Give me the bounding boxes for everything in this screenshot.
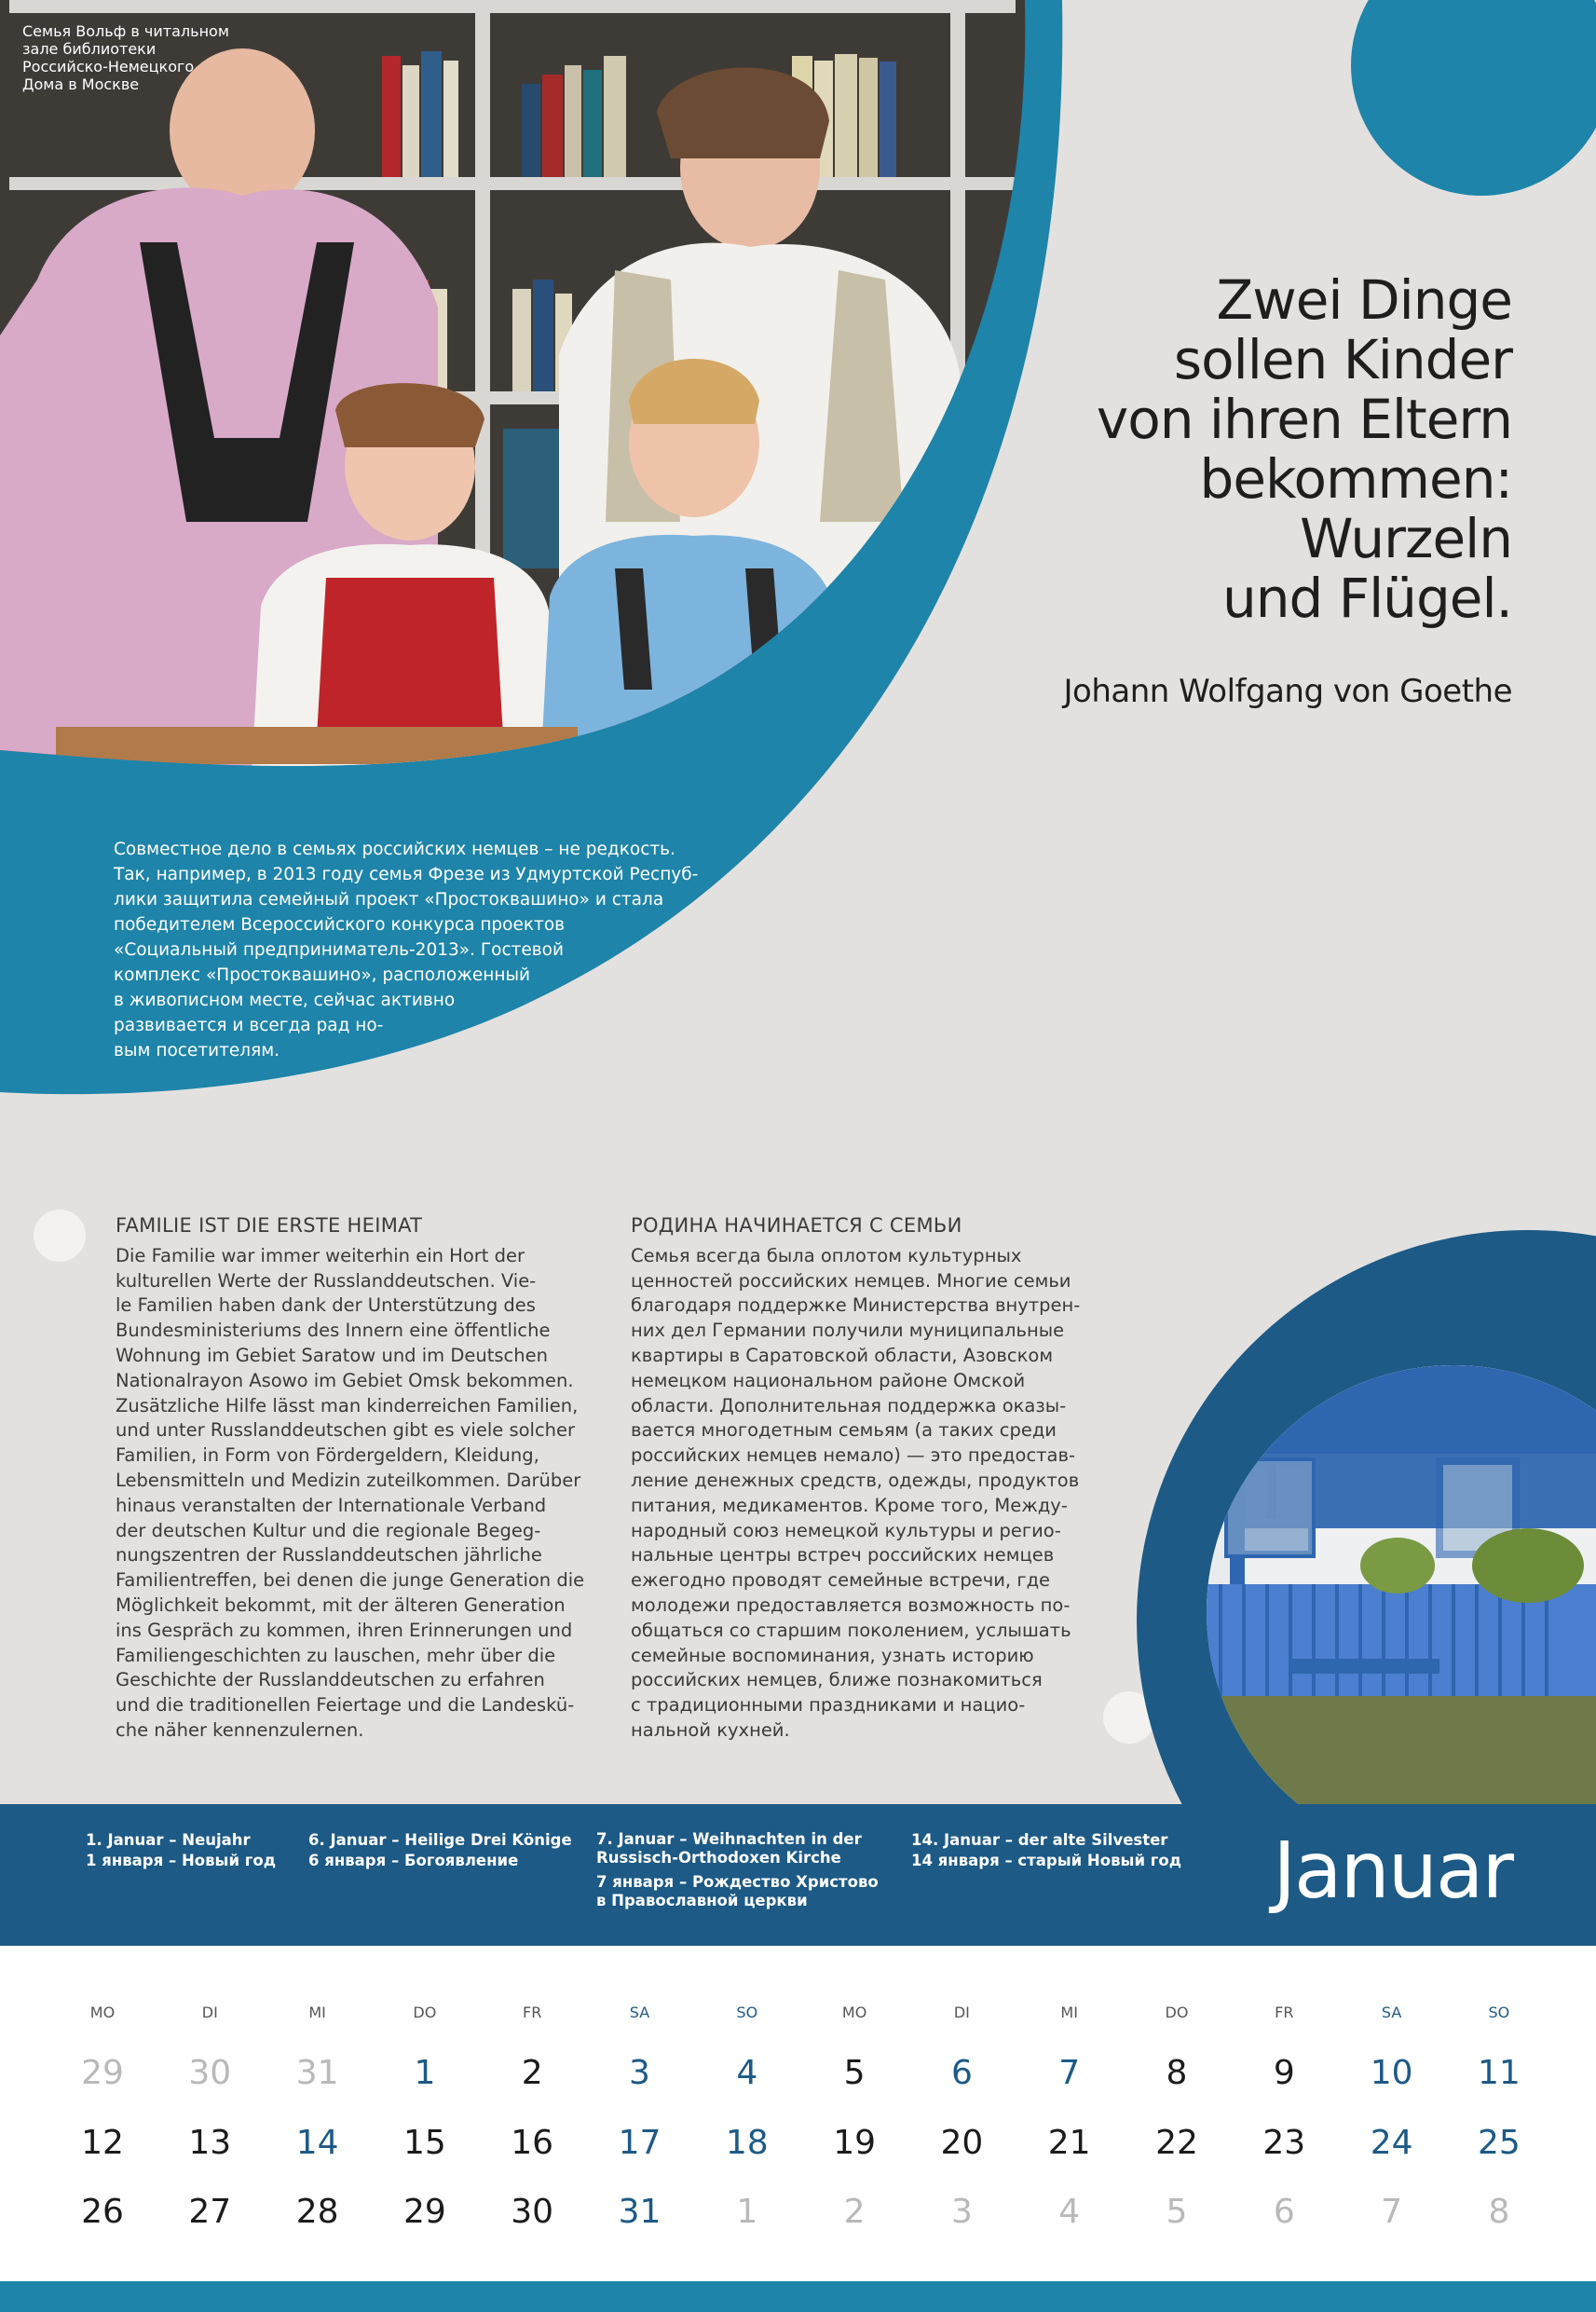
holiday-de: 1. Januar – Neujahr: [86, 1831, 251, 1849]
weekday-header: SO: [1488, 2004, 1510, 2021]
calendar-day: 24: [1370, 2124, 1413, 2162]
weekday-header: MO: [89, 2004, 116, 2021]
article-line: Wohnung im Gebiet Saratow und im Deutschen: [116, 1344, 548, 1366]
teaser-line: победителем Всероссийского конкурса проектов: [114, 915, 566, 935]
calendar-day: 3: [950, 2193, 973, 2231]
calendar-day: 1: [736, 2193, 758, 2231]
calendar-day: 12: [81, 2124, 124, 2162]
article-line: Die Familie war immer weiterhin ein Hort der: [116, 1244, 525, 1266]
article-line: квартиры в Саратовской области, Азовском: [631, 1344, 1054, 1366]
weekday-header: SO: [736, 2004, 758, 2021]
weekday-header: FR: [523, 2004, 542, 2021]
calendar-day: 4: [736, 2054, 758, 2092]
calendar-day: 2: [521, 2054, 543, 2092]
article-line: благодаря поддержке Министерства внутрен-: [631, 1294, 1081, 1317]
weekday-header: FR: [1275, 2004, 1294, 2021]
article-line: семейные воспоминания, узнать историю: [631, 1644, 1034, 1666]
calendar-grid: [0, 1946, 1596, 2281]
quote-line: von ihren Eltern: [1096, 388, 1512, 451]
weekday-header: DI: [201, 2004, 218, 2021]
article-line: Zusätzliche Hilfe lässt man kinderreichen Familien,: [116, 1394, 579, 1416]
teaser-line: в живописном месте, сейчас активно: [114, 991, 456, 1010]
teaser-line: комплекс «Простоквашино», расположенный: [114, 965, 531, 985]
article-heading: FAMILIE IST DIE ERSTE HEIMAT: [116, 1214, 423, 1237]
calendar-day: 17: [618, 2124, 662, 2162]
holiday-ru: 6 января – Богоявление: [308, 1852, 519, 1869]
article-line: hinaus veranstalten der Internationale Verband: [116, 1494, 547, 1516]
article-line: Familiengeschichten zu lauschen, mehr über die: [116, 1644, 556, 1666]
quote-line: und Flügel.: [1221, 567, 1512, 630]
holiday-item: [86, 1830, 276, 1871]
calendar-day: 9: [1273, 2054, 1295, 2092]
weekday-header: DI: [953, 2004, 970, 2021]
quote-line: Wurzeln: [1300, 507, 1512, 570]
calendar-day: 7: [1381, 2193, 1403, 2231]
quote-author: Johann Wolfgang von Goethe: [1063, 673, 1512, 710]
small-circle-decoration: [34, 1210, 86, 1262]
article-line: nungszentren der Russlanddeutschen jährliche: [116, 1544, 542, 1566]
teaser-line: развивается и всегда рад но-: [114, 1016, 384, 1035]
photo-caption-line: зале библиотеки: [22, 40, 157, 58]
weekday-header: SA: [629, 2004, 650, 2021]
article-line: ins Gespräch zu kommen, ihren Erinnerungen und: [116, 1619, 573, 1641]
calendar-day: 10: [1370, 2054, 1413, 2092]
calendar-day: 29: [81, 2054, 124, 2092]
holiday-de: 7. Januar – Weihnachten in der: [596, 1830, 862, 1848]
calendar-day: 11: [1477, 2054, 1521, 2092]
calendar-day: 4: [1058, 2193, 1081, 2231]
article-line: народный союз немецкой культуры и регио-: [631, 1519, 1061, 1541]
holiday-de: Russisch-Orthodoxen Kirche: [596, 1849, 841, 1867]
calendar-day: 21: [1047, 2124, 1091, 2162]
weekday-header: DO: [1165, 2004, 1189, 2021]
weekday-header: DO: [413, 2004, 437, 2021]
calendar-day: 30: [511, 2193, 554, 2231]
holiday-item: [911, 1830, 1181, 1871]
weekday-header: MI: [1060, 2004, 1078, 2021]
article-line: нальной кухней.: [631, 1718, 790, 1741]
teaser-line: лики защитила семейный проект «Простоквашино» и стала: [114, 890, 664, 910]
article-line: der deutschen Kultur und die regionale Begeg-: [116, 1519, 541, 1541]
quote-line: bekommen:: [1199, 447, 1512, 511]
teaser-text: [114, 837, 699, 1063]
teaser-line: Так, например, в 2013 году семья Фрезе из Удмуртской Респуб-: [114, 865, 699, 884]
article-line: le Familien haben dank der Unterstützung des: [116, 1294, 536, 1317]
bottom-stripe: [0, 2281, 1596, 2312]
article-line: Familientreffen, bei denen die junge Generation die: [116, 1569, 585, 1592]
goethe-quote: [860, 270, 1512, 628]
article-line: Семья всегда была оплотом культурных: [631, 1244, 1022, 1266]
calendar-day: 6: [1273, 2193, 1295, 2231]
weekday-header: MO: [841, 2004, 867, 2021]
article-line: ценностей российских немцев. Многие семьи: [631, 1269, 1071, 1292]
calendar-day: 5: [843, 2054, 866, 2092]
calendar-day: 7: [1058, 2054, 1081, 2092]
calendar-day: 19: [833, 2124, 876, 2162]
calendar-day: 6: [950, 2054, 973, 2092]
quote-line: sollen Kinder: [1173, 328, 1512, 391]
calendar-day: 15: [402, 2124, 446, 2162]
article-line: общаться со старшим поколением, услышать: [631, 1619, 1071, 1641]
article-line: Familien, in Form von Fördergeldern, Kleidung,: [116, 1444, 539, 1467]
article-line: российских немцев, ближе познакомиться: [631, 1669, 1043, 1691]
calendar-day: 8: [1166, 2054, 1188, 2092]
holiday-ru: 7 января – Рождество Христово: [596, 1873, 879, 1891]
calendar-day: 27: [188, 2193, 232, 2231]
calendar-day: 20: [940, 2124, 984, 2162]
article-line: российских немцев немало) — это предостав-: [631, 1444, 1076, 1467]
article-line: kulturellen Werte der Russlanddeutschen. Vie-: [116, 1269, 537, 1292]
calendar-day: 26: [81, 2193, 124, 2231]
article-body: [116, 1244, 585, 1744]
calendar-day: 13: [188, 2124, 232, 2162]
calendar-day: 1: [414, 2054, 436, 2092]
teaser-line: вым посетителям.: [114, 1041, 280, 1060]
calendar-day: 3: [629, 2054, 650, 2092]
article-line: питания, медикаментов. Кроме того, Между-: [631, 1494, 1068, 1516]
calendar-day: 30: [188, 2054, 232, 2092]
holiday-ru: 1 января – Новый год: [86, 1852, 277, 1869]
weekday-header: MI: [308, 2004, 326, 2021]
article-line: und die traditionellen Feiertage und die Landeskü-: [116, 1694, 575, 1717]
photo-caption-line: Российско-Немецкого: [22, 58, 195, 75]
teaser-line: «Социальный предприниматель-2013». Гостевой: [114, 940, 565, 960]
article-line: ление денежных средств, одежды, продуктов: [631, 1469, 1080, 1491]
calendar-day: 14: [295, 2124, 339, 2162]
weekday-header: SA: [1381, 2004, 1402, 2021]
article-line: молодежи предоставляется возможность по-: [631, 1594, 1071, 1616]
article-line: ежегодно проводят семейные встречи, где: [631, 1569, 1051, 1592]
article-body: [631, 1244, 1087, 1744]
holiday-ru: в Православной церкви: [596, 1892, 808, 1909]
photo-caption-line: Семья Вольф в читальном: [22, 22, 229, 40]
article-line: Möglichkeit bekommt, mit der älteren Generation: [116, 1594, 566, 1616]
article-line: Lebensmitteln und Medizin zuteilkommen. Darüber: [116, 1469, 581, 1491]
article-line: области. Дополнительная поддержка оказы-: [631, 1394, 1067, 1416]
calendar-day: 31: [295, 2054, 339, 2092]
calendar-day: 25: [1477, 2124, 1521, 2162]
calendar-day: 28: [295, 2193, 339, 2231]
month-name: Januar: [1273, 1825, 1512, 1916]
quote-line: Zwei Dinge: [1216, 268, 1512, 332]
calendar-day: 2: [843, 2193, 866, 2231]
teaser-line: Совместное дело в семьях российских немцев – не редкость.: [114, 840, 675, 859]
holiday-de: 6. Januar – Heilige Drei Könige: [308, 1831, 572, 1849]
calendar-day: 5: [1166, 2193, 1188, 2231]
calendar-day: 8: [1488, 2193, 1510, 2231]
article-russian: [631, 1213, 1087, 1744]
article-line: нальные центры встреч российских немцев: [631, 1544, 1055, 1566]
photo-caption-line: Дома в Москве: [22, 75, 140, 93]
holiday-de: 14. Januar – der alte Silvester: [911, 1831, 1168, 1849]
article-line: Bundesministeriums des Innern eine öffentliche: [116, 1320, 551, 1342]
holiday-item: [596, 1830, 879, 1910]
calendar-day: 23: [1262, 2124, 1306, 2162]
holiday-ru: 14 января – старый Новый год: [911, 1852, 1182, 1869]
article-heading: РОДИНА НАЧИНАЕТСЯ С СЕМЬИ: [631, 1214, 962, 1237]
article-line: und unter Russlanddeutschen gibt es viele solcher: [116, 1419, 576, 1442]
calendar-day: 18: [725, 2124, 769, 2162]
calendar-day: 16: [511, 2124, 554, 2162]
photo-caption: [22, 22, 255, 93]
article-german: [116, 1213, 585, 1744]
article-line: немецком национальном районе Омской: [631, 1369, 1026, 1391]
calendar-day: 31: [618, 2193, 662, 2231]
calendar-day: 22: [1155, 2124, 1198, 2162]
article-line: них дел Германии получили муниципальные: [631, 1320, 1065, 1342]
article-line: Geschichte der Russlanddeutschen zu erfahren: [116, 1669, 545, 1691]
article-line: che näher kennenzulernen.: [116, 1718, 364, 1741]
article-line: Nationalrayon Asowo im Gebiet Omsk bekommen.: [116, 1369, 574, 1391]
holiday-item: [308, 1830, 572, 1871]
article-line: вается многодетным семьям (а таких среди: [631, 1419, 1057, 1442]
article-line: с традиционными праздниками и нацио-: [631, 1694, 1026, 1717]
calendar-day: 29: [402, 2193, 446, 2231]
teal-circle-decoration: [1351, 0, 1596, 196]
